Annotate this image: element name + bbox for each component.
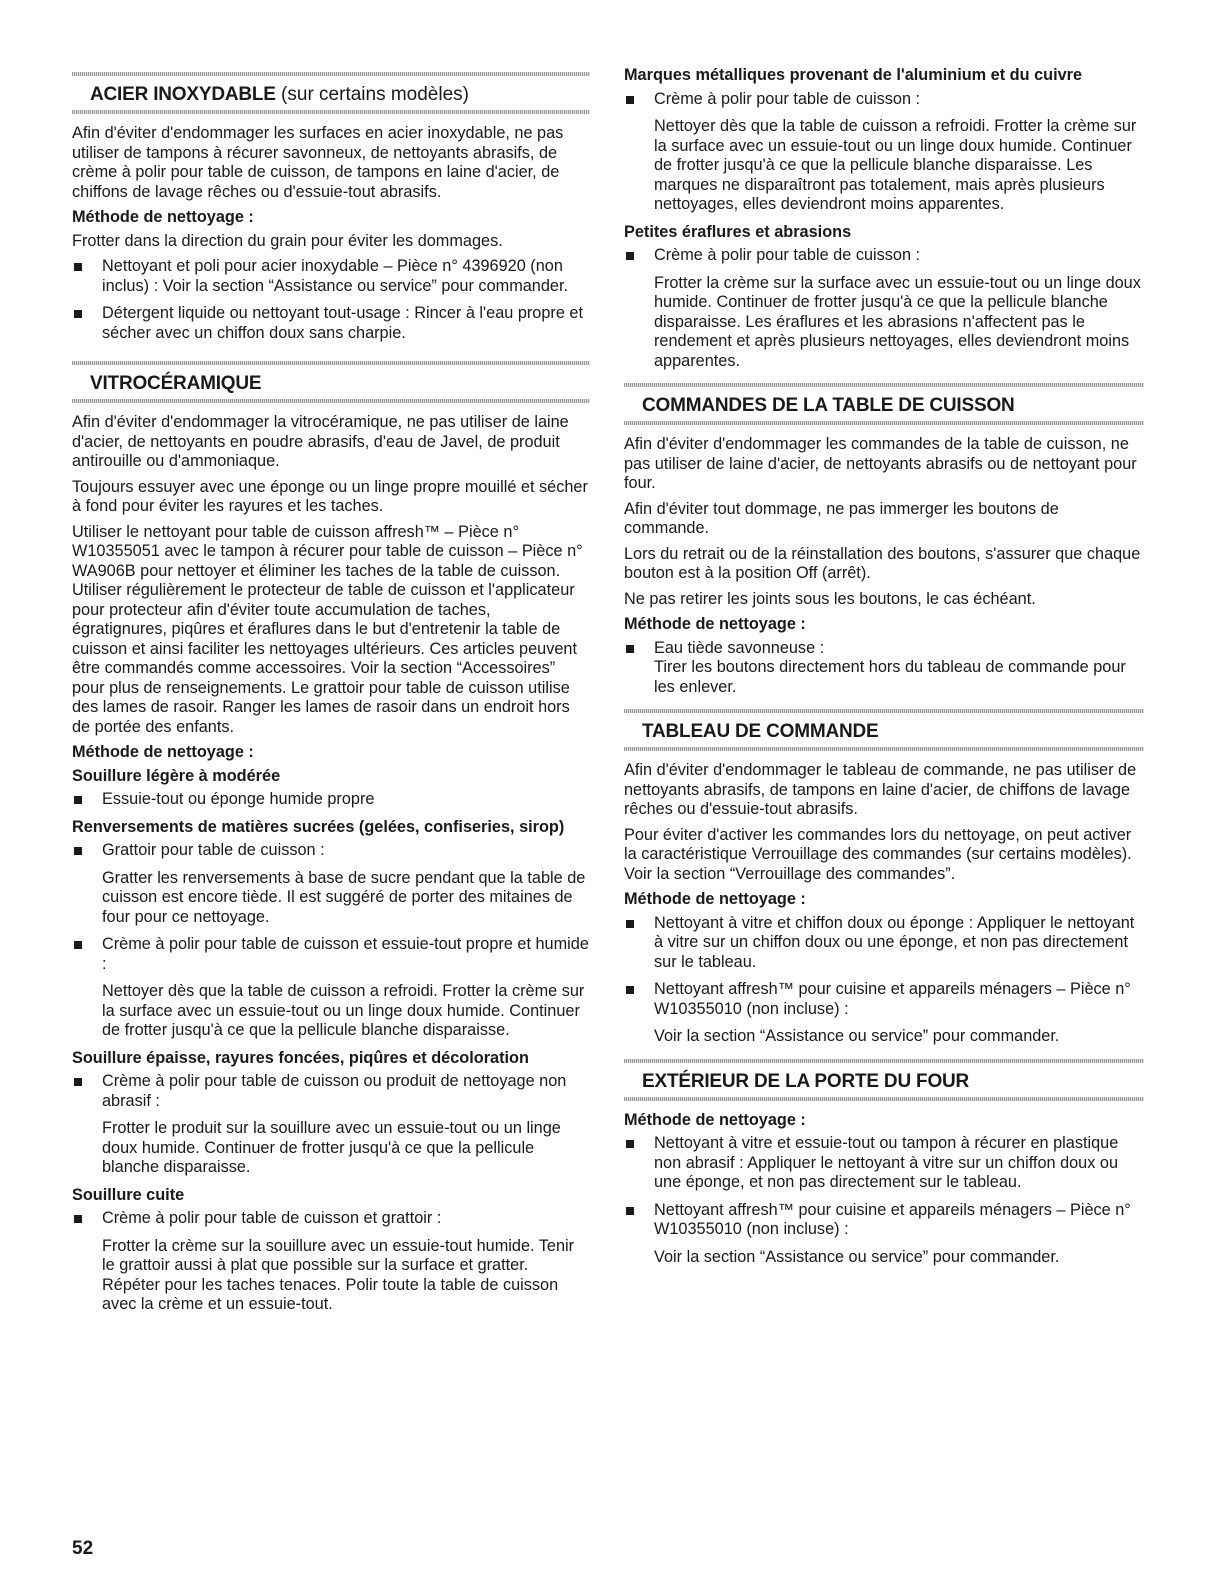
list-item-text: Crème à polir pour table de cuisson ou produit de nettoyage non abrasif : <box>102 1072 567 1110</box>
list-item <box>72 1209 590 1315</box>
list-item-text: Essuie-tout ou éponge humide propre <box>102 790 375 808</box>
bullet-list <box>624 90 1144 215</box>
list-item-text: Crème à polir pour table de cuisson et grattoir : <box>102 1209 442 1227</box>
method-label: Méthode de nettoyage : <box>624 1110 806 1129</box>
list-item-detail: Nettoyer dès que la table de cuisson a refroidi. Frotter la crème sur la surface avec un essuie-tout ou un linge doux humide. Continuer de frotter jusqu'à ce que la pellicule blanche disparaisse. Les marques ne disparaîtront pas totalement, mais après plusieurs nettoyages, elles deviendront moins apparentes. <box>654 117 1137 213</box>
method-label: Méthode de nettoyage : <box>72 743 254 761</box>
list-item <box>72 304 590 343</box>
square-bullet-icon <box>626 920 634 928</box>
square-bullet-icon <box>74 310 82 318</box>
bullet-list <box>72 1209 590 1315</box>
subheading: Marques métalliques provenant de l'aluminium et du cuivre <box>624 66 1083 84</box>
square-bullet-icon <box>74 1215 82 1223</box>
square-bullet-icon <box>74 847 82 855</box>
list-item-detail: Voir la section “Assistance ou service” pour commander. <box>654 1027 1060 1045</box>
section-title-suffix: (sur certains modèles) <box>275 84 469 105</box>
section-title: EXTÉRIEUR DE LA PORTE DU FOUR <box>642 1070 970 1092</box>
list-item <box>624 246 1144 371</box>
bullet-list <box>72 841 590 1041</box>
square-bullet-icon <box>626 1207 634 1215</box>
list-item-text: Nettoyant affresh™ pour cuisine et appareils ménagers – Pièce n° W10355010 (non incluse) : <box>654 1200 1131 1238</box>
section-header-ceramic-glass <box>72 361 590 403</box>
section-header-cooktop-controls <box>624 383 1144 425</box>
list-item-detail: Gratter les renversements à base de sucre pendant que la table de cuisson est encore tiède. Il est suggéré de porter des mitaines de four pour ce nettoyage. <box>102 868 586 926</box>
paragraph: Afin d'éviter d'endommager les commandes de la table de cuisson, ne pas utiliser de laine d'acier, de nettoyants abrasifs ou de nettoyant pour four. <box>624 435 1137 492</box>
paragraph: Afin d'éviter d'endommager les surfaces en acier inoxydable, ne pas utiliser de tampons à récurer savonneux, de nettoyants abrasifs, de crème à polir pour table de cuisson, de tampons en laine d'acier, de chiffons de lavage rêches ou d'essuie-tout abrasifs. <box>72 124 564 201</box>
square-bullet-icon <box>626 96 634 104</box>
square-bullet-icon <box>74 263 82 271</box>
square-bullet-icon <box>74 941 82 949</box>
list-item <box>72 935 590 1041</box>
list-item <box>624 914 1144 973</box>
list-item <box>72 1072 590 1178</box>
list-item-text: Crème à polir pour table de cuisson et essuie-tout propre et humide : <box>102 935 589 973</box>
section-header-oven-door-exterior <box>624 1059 1144 1101</box>
list-item-detail: Nettoyer dès que la table de cuisson a refroidi. Frotter la crème sur la surface avec un essuie-tout ou un linge doux humide. Continuer de frotter jusqu'à ce que la pellicule blanche disparaisse. <box>102 982 585 1039</box>
square-bullet-icon <box>626 645 634 653</box>
section-header-control-panel <box>624 709 1144 751</box>
list-item <box>624 639 1144 698</box>
bullet-list <box>624 1134 1144 1267</box>
subheading: Petites éraflures et abrasions <box>624 222 852 241</box>
list-item <box>624 90 1144 215</box>
list-item <box>624 1134 1144 1193</box>
paragraph: Lors du retrait ou de la réinstallation des boutons, s'assurer que chaque bouton est à la position Off (arrêt). <box>624 544 1141 582</box>
square-bullet-icon <box>626 1140 634 1148</box>
list-item-detail: Tirer les boutons directement hors du tableau de commande pour les enlever. <box>654 658 1126 696</box>
method-label: Méthode de nettoyage : <box>624 890 806 908</box>
paragraph: Afin d'éviter d'endommager le tableau de commande, ne pas utiliser de nettoyants abrasifs, de tampons en laine d'acier, de chiffons de lavage rêches ou d'essuie-tout abrasifs. <box>624 761 1137 818</box>
bullet-list <box>72 790 590 810</box>
bullet-list <box>624 914 1144 1047</box>
list-item-text: Nettoyant à vitre et essuie-tout ou tampon à récurer en plastique non abrasif : Appliquer le nettoyant à vitre sur un chiffon doux ou une éponge, et non pas directement sur le tableau. <box>654 1134 1119 1191</box>
square-bullet-icon <box>74 1078 82 1086</box>
section-title: COMMANDES DE LA TABLE DE CUISSON <box>642 395 1015 416</box>
list-item <box>72 841 590 927</box>
section-title: TABLEAU DE COMMANDE <box>642 721 879 742</box>
list-item-text: Crème à polir pour table de cuisson : <box>654 246 921 264</box>
bullet-list <box>72 257 590 343</box>
section-title: ACIER INOXYDABLE <box>90 84 276 105</box>
list-item-text: Eau tiède savonneuse : <box>654 638 825 657</box>
subheading: Souillure épaisse, rayures foncées, piqûres et décoloration <box>72 1048 529 1067</box>
bullet-list <box>624 639 1144 698</box>
subheading: Renversements de matières sucrées (gelées, confiseries, sirop) <box>72 817 565 836</box>
square-bullet-icon <box>74 796 82 804</box>
paragraph: Utiliser le nettoyant pour table de cuisson affresh™ – Pièce n° W10355051 avec le tampon à récurer pour table de cuisson – Pièce n° WA906B pour nettoyer et éliminer les taches de la table de cuisson. Utiliser régulièrement le protecteur de table de cuisson et l'applicateur pour protecteur afin d'éviter toute accumulation de taches, égratignures, piqûres et éraflures dans le but d'entretenir la table de cuisson et ainsi faciliter les nettoyages ultérieurs. Ces articles peuvent être commandés comme accessoires. Voir la section “Accessoires” pour plus de renseignements. Le grattoir pour table de cuisson utilise des lames de rasoir. Ranger les lames de rasoir dans un endroit hors de portée des enfants. <box>72 522 583 736</box>
method-label: Méthode de nettoyage : <box>624 615 806 633</box>
method-label: Méthode de nettoyage : <box>72 208 254 226</box>
list-item-text: Nettoyant à vitre et chiffon doux ou éponge : Appliquer le nettoyant à vitre sur un chiffon doux ou une éponge, et non pas directement sur le tableau. <box>654 913 1135 971</box>
square-bullet-icon <box>626 252 634 260</box>
paragraph: Ne pas retirer les joints sous les boutons, le cas échéant. <box>624 589 1036 608</box>
paragraph: Toujours essuyer avec une éponge ou un linge propre mouillé et sécher à fond pour éviter les rayures et les taches. <box>72 477 588 515</box>
paragraph: Pour éviter d'activer les commandes lors du nettoyage, on peut activer la caractéristique Verrouillage des commandes (sur certains modèles). Voir la section “Verrouillage des commandes”. <box>624 825 1132 883</box>
list-item <box>72 257 590 296</box>
list-item-text: Nettoyant affresh™ pour cuisine et appareils ménagers – Pièce n° W10355010 (non incluse) : <box>654 980 1131 1018</box>
list-item-text: Grattoir pour table de cuisson : <box>102 841 325 859</box>
list-item <box>624 1201 1144 1268</box>
list-item-detail: Frotter la crème sur la surface avec un essuie-tout ou un linge doux humide. Continuer de frotter jusqu'à ce que la pellicule blanche disparaisse. Les éraflures et les abrasions n'affectent pas le rendement et après plusieurs nettoyages, elles deviendront moins apparentes. <box>654 273 1141 370</box>
paragraph: Afin d'éviter d'endommager la vitrocéramique, ne pas utiliser de laine d'acier, de nettoyants en poudre abrasifs, d'eau de Javel, de produit antirouille ou d'ammoniaque. <box>72 413 569 470</box>
square-bullet-icon <box>626 986 634 994</box>
section-title: VITROCÉRAMIQUE <box>90 373 262 394</box>
right-column <box>624 60 1144 1275</box>
paragraph: Frotter dans la direction du grain pour éviter les dommages. <box>72 231 503 250</box>
list-item <box>624 980 1144 1047</box>
bullet-list <box>72 1072 590 1178</box>
list-item <box>72 790 590 810</box>
list-item-detail: Frotter la crème sur la souillure avec un essuie-tout humide. Tenir le grattoir aussi à plat que possible sur la surface et gratter. Répéter pour les taches tenaces. Polir toute la table de cuisson avec la crème et un essuie-tout. <box>102 1236 575 1313</box>
left-column <box>72 60 590 1323</box>
list-item-detail: Frotter le produit sur la souillure avec un essuie-tout ou un linge doux humide. Continuer de frotter jusqu'à ce que la pellicule blanche disparaisse. <box>102 1119 561 1176</box>
list-item-text: Nettoyant et poli pour acier inoxydable – Pièce n° 4396920 (non inclus) : Voir la section “Assistance ou service” pour commander. <box>102 257 569 295</box>
page-number: 52 <box>72 1538 94 1559</box>
paragraph: Afin d'éviter tout dommage, ne pas immerger les boutons de commande. <box>624 499 1059 537</box>
subheading: Souillure cuite <box>72 1185 185 1204</box>
subheading: Souillure légère à modérée <box>72 766 281 785</box>
bullet-list <box>624 246 1144 371</box>
list-item-text: Détergent liquide ou nettoyant tout-usage : Rincer à l'eau propre et sécher avec un chiffon doux sans charpie. <box>102 304 583 342</box>
list-item-text: Crème à polir pour table de cuisson : <box>654 89 921 108</box>
section-header-stainless-steel <box>72 72 590 114</box>
list-item-detail: Voir la section “Assistance ou service” pour commander. <box>654 1247 1060 1266</box>
